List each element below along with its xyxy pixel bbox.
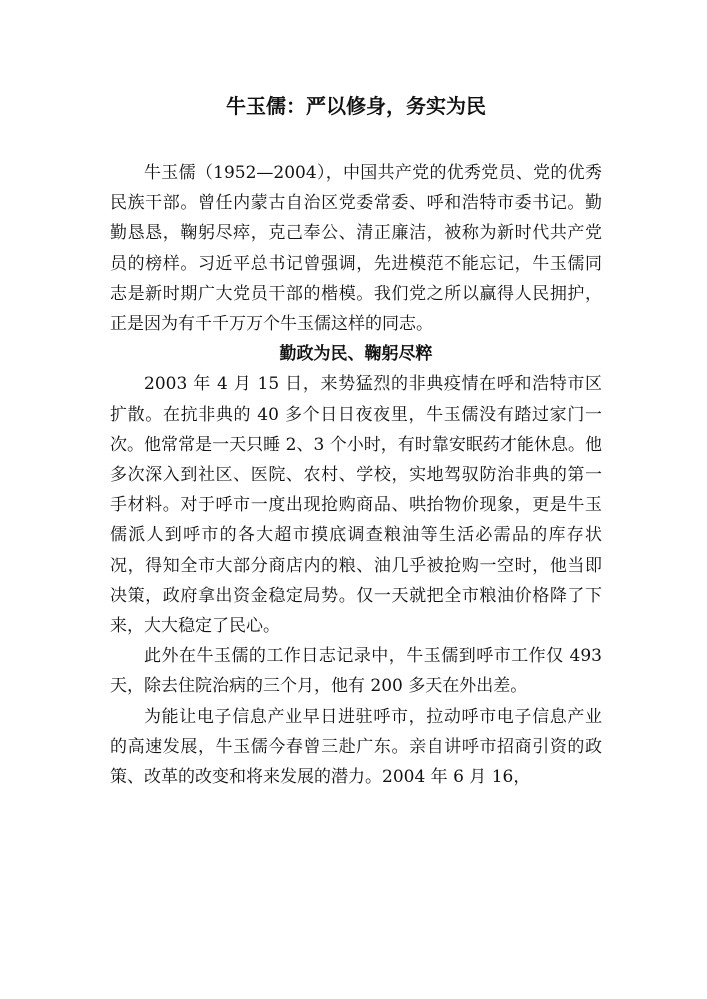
document-body: [110, 158, 602, 792]
intro-paragraph: 牛玉儒（1952—2004），中国共产党的优秀党员、党的优秀民族干部。曾任内蒙古自治区党委常委、呼和浩特市委书记。勤勤恳恳，鞠躬尽瘁，克己奉公、清正廉洁，被称为新时代共产党员的榜样。习近平总书记曾强调，先进模范不能忘记，牛玉儒同志是新时期广大党员干部的楷模。我们党之所以赢得人民拥护，正是因为有千千万万个牛玉儒这样的同志。: [110, 163, 602, 335]
section-heading: 勤政为民、鞠躬尽粹: [279, 344, 433, 365]
document-page: [110, 0, 602, 999]
body-paragraph-1: 2003 年 4 月 15 日，来势猛烈的非典疫情在呼和浩特市区扩散。在抗非典的 40 多个日日夜夜里，牛玉儒没有踏过家门一次。他常常是一天只睡 2、3 个小时，有时靠安眠药才能休息。他多次深入到社区、医院、农村、学校，实地驾驭防治非典的第一手材料。对于呼市一度出现抢购商品、哄抬物价现象，更是牛玉儒派人到呼市的各大超市摸底调查粮油等生活必需品的库存状况，得知全市大部分商店内的粮、油几乎被抢购一空时，他当即决策，政府拿出资金稳定局势。仅一天就把全市粮油价格降了下来，大大稳定了民心。: [110, 374, 602, 637]
body-paragraph-2: 此外在牛玉儒的工作日志记录中，牛玉儒到呼市工作仅 493 天，除去住院治病的三个月，他有 200 多天在外出差。: [110, 646, 602, 697]
document-title: 牛玉儒：严以修身，务实为民: [226, 94, 486, 118]
body-paragraph-3: 为能让电子信息产业早日进驻呼市，拉动呼市电子信息产业的高速发展，牛玉儒今春曾三赴广东。亲自讲呼市招商引资的政策、改革的改变和将来发展的潜力。2004 年 6 月 16，: [110, 706, 602, 788]
